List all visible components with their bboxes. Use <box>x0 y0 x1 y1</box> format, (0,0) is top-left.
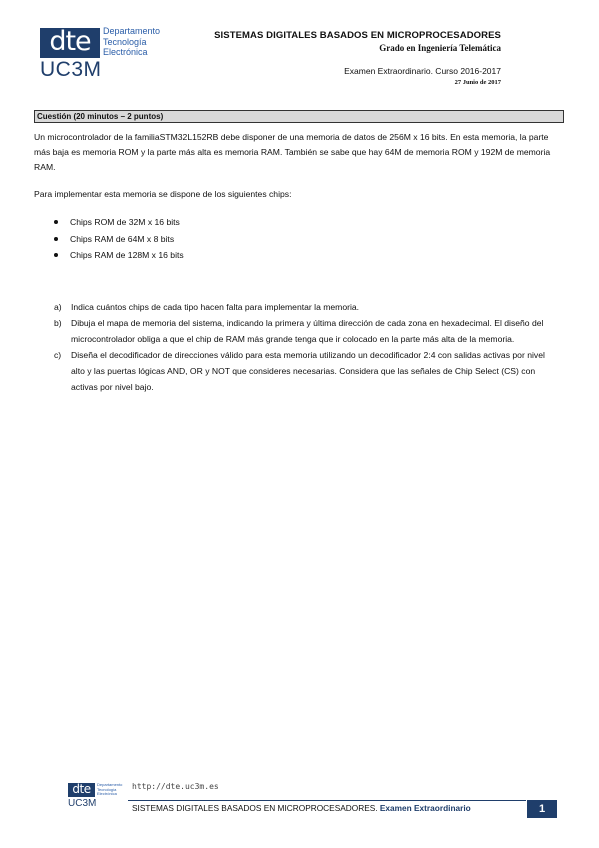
question-items <box>54 299 559 395</box>
footer-logo-university: UC3M <box>68 798 97 809</box>
document-header <box>214 30 501 86</box>
item-text: Indica cuántos chips de cada tipo hacen falta para implementar la memoria. <box>71 301 360 312</box>
logo-dept-line: Tecnología <box>103 36 147 47</box>
logo-university: UC3M <box>40 58 102 81</box>
page-number: 1 <box>527 800 557 818</box>
course-title: SISTEMAS DIGITALES BASADOS EN MICROPROCESADORES <box>214 30 501 41</box>
item-marker: a) <box>54 301 62 312</box>
question-heading: Cuestión (20 minutos – 2 puntos) <box>34 110 564 123</box>
footer-logo-department <box>97 783 122 797</box>
footer-course: SISTEMAS DIGITALES BASADOS EN MICROPROCESADORES. <box>132 803 378 813</box>
list-item: Chips RAM de 128M x 16 bits <box>54 247 559 264</box>
logo-department <box>103 26 160 58</box>
footer-logo-dept-line: Departamento <box>97 782 123 787</box>
list-item: Chips RAM de 64M x 8 bits <box>54 231 559 248</box>
question-item-a <box>54 299 559 315</box>
footer-text <box>132 803 471 813</box>
question-body <box>34 130 559 395</box>
chips-intro: Para implementar esta memoria se dispone de los siguientes chips: <box>34 189 292 199</box>
degree-subtitle: Grado en Ingeniería Telemática <box>379 43 501 53</box>
footer-logo-mark: dte <box>68 783 95 797</box>
dte-logo <box>40 26 180 82</box>
item-marker: c) <box>54 349 62 360</box>
logo-mark: dte <box>40 28 100 58</box>
logo-dept-line: Departamento <box>103 26 161 36</box>
question-item-c <box>54 347 559 395</box>
list-item: Chips ROM de 32M x 16 bits <box>54 214 559 231</box>
question-intro: Un microcontrolador de la familiaSTM32L152RB debe disponer de una memoria de datos de 256M x 16 bits. En esta memoria, la parte más baja es memoria ROM y la parte más alta es memoria RAM. También se sabe que hay 64M de memoria ROM y 192M de memoria RAM. <box>34 132 551 172</box>
question-item-b <box>54 315 559 347</box>
footer-logo-dept-line: Electrónica <box>97 791 117 796</box>
chips-list <box>54 214 559 264</box>
item-marker: b) <box>54 317 62 328</box>
footer-logo <box>68 783 138 813</box>
exam-date: 27 Junio de 2017 <box>454 79 501 86</box>
item-text: Diseña el decodificador de direcciones válido para esta memoria utilizando un decodificador 2:4 con salidas activas por nivel alto y las puertas lógicas AND, OR y NOT que consideres necesarias. Considera que las señales de Chip Select (CS) con activas por nivel bajo. <box>71 349 545 392</box>
logo-dept-line: Electrónica <box>103 47 148 57</box>
item-text: Dibuja el mapa de memoria del sistema, indicando la primera y última dirección de cada zona en hexadecimal. El diseño del microcontrolador obliga a que el chip de RAM más grande tenga que ir colocado en la parte más alta de la memoria. <box>71 317 544 344</box>
footer-logo-dept-line: Tecnología <box>97 786 117 792</box>
footer-divider <box>128 800 526 801</box>
exam-info: Examen Extraordinario. Curso 2016-2017 <box>344 66 501 76</box>
footer-url-link[interactable]: http://dte.uc3m.es <box>132 782 219 791</box>
footer-exam: Examen Extraordinario <box>379 803 471 813</box>
